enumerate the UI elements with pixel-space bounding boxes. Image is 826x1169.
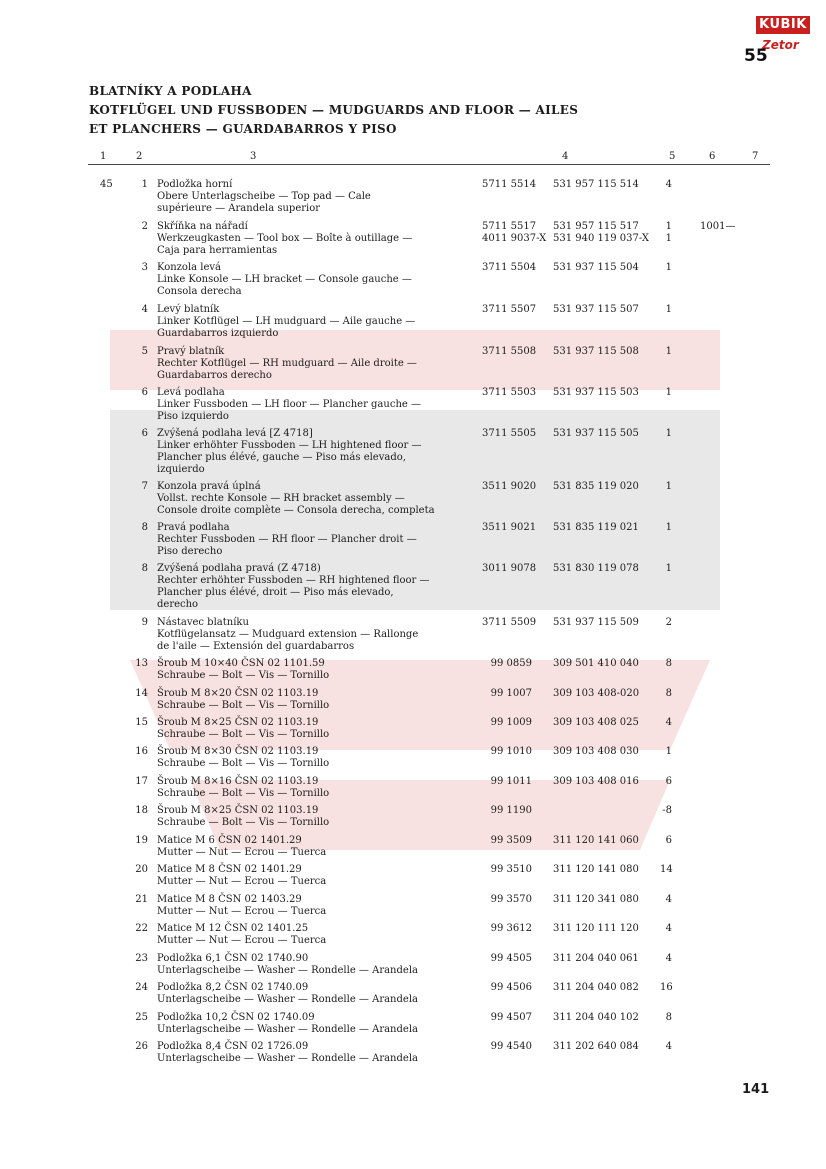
part-description: [157, 894, 326, 918]
part-description: [157, 481, 435, 517]
drawing-number: 99 4505: [490, 953, 532, 964]
quantity: 1: [665, 262, 672, 273]
part-number: 311 120 111 120: [553, 923, 639, 934]
drawing-number: 3711 5509: [482, 617, 537, 628]
description-line: Rechter Kotflügel — RH mudguard — Aile droite —: [157, 358, 417, 369]
quantity: 4: [665, 179, 672, 190]
part-number: 531 957 115 517 531 940 119 037-X: [553, 221, 650, 244]
description-line: Podložka 6,1 ČSN 02 1740.90: [157, 953, 309, 964]
column-header-6: 6: [709, 151, 716, 162]
part-description: [157, 428, 421, 476]
description-line: Mutter — Nut — Ecrou — Tuerca: [157, 847, 327, 858]
position-number: 23: [135, 953, 148, 964]
description-line: Unterlagscheibe — Washer — Rondelle — Arandela: [157, 965, 418, 976]
description-line: Linker Fussboden — LH floor — Plancher gauche —: [157, 399, 421, 410]
position-number: 22: [135, 923, 148, 934]
description-line: derecho: [157, 599, 199, 610]
part-number: 311 120 141 080: [553, 864, 639, 875]
description-line: Matice M 8 ČSN 02 1401.29: [157, 864, 302, 875]
drawing-number: 99 4506: [490, 982, 532, 993]
part-description: [157, 304, 415, 340]
description-line: Linker erhöhter Fussboden — LH hightened floor —: [157, 440, 422, 451]
description-line: Unterlagscheibe — Washer — Rondelle — Arandela: [157, 1053, 418, 1064]
quantity: 1: [665, 563, 672, 574]
part-number: 531 830 119 078: [553, 563, 639, 574]
drawing-number: 99 1011: [490, 776, 532, 787]
part-description: [157, 805, 329, 829]
description-line: Guardabarros izquierdo: [157, 328, 279, 339]
description-line: Matice M 8 ČSN 02 1403.29: [157, 894, 302, 905]
description-line: Podložka horní: [157, 179, 233, 190]
description-line: Obere Unterlagscheibe — Top pad — Cale: [157, 191, 371, 202]
position-number: 21: [135, 894, 148, 905]
quantity: 2: [665, 617, 672, 628]
column-header-2: 2: [136, 151, 143, 162]
drawing-number: 99 4507: [490, 1012, 532, 1023]
part-description: [157, 387, 421, 423]
quantity: 1: [665, 481, 672, 492]
drawing-number: 5711 5514: [482, 179, 537, 190]
logo-subwordmark: Zetor: [762, 38, 799, 52]
part-number: 531 937 115 503: [553, 387, 639, 398]
description-line: Consola derecha: [157, 286, 242, 297]
serial-note: 1001—: [700, 221, 736, 232]
drawing-number: 99 3612: [490, 923, 532, 934]
drawing-number: 99 1010: [490, 746, 532, 757]
part-description: [157, 688, 329, 712]
part-number: 531 937 115 508: [553, 346, 639, 357]
quantity: 16: [660, 982, 673, 993]
quantity: 4: [665, 923, 672, 934]
part-description: [157, 617, 418, 653]
description-line: Šroub M 8×20 ČSN 02 1103.19: [157, 688, 319, 699]
description-line: Guardabarros derecho: [157, 370, 272, 381]
part-number: 311 120 141 060: [553, 835, 639, 846]
column-header-1: 1: [100, 151, 107, 162]
description-line: Plancher plus élévé, droit — Piso más elevado,: [157, 587, 394, 598]
part-number: 311 204 040 102: [553, 1012, 639, 1023]
drawing-number: 3711 5507: [482, 304, 537, 315]
description-line: Schraube — Bolt — Vis — Tornillo: [157, 729, 330, 740]
description-line: Schraube — Bolt — Vis — Tornillo: [157, 758, 330, 769]
title-line-3: ET PLANCHERS — GUARDABARROS Y PISO: [89, 122, 397, 136]
part-description: [157, 1041, 418, 1065]
position-number: 18: [135, 805, 148, 816]
quantity: -8: [662, 805, 672, 816]
position-number: 4: [141, 304, 148, 315]
description-line: Nástavec blatníku: [157, 617, 249, 628]
drawing-number: 3711 5505: [482, 428, 537, 439]
description-line: Šroub M 10×40 ČSN 02 1101.59: [157, 658, 325, 669]
position-number: 19: [135, 835, 148, 846]
quantity: 1: [665, 746, 672, 757]
position-number: 6: [141, 428, 148, 439]
part-description: [157, 953, 418, 977]
part-number: 311 204 040 082: [553, 982, 639, 993]
position-number: 8: [141, 563, 148, 574]
quantity: 4: [665, 894, 672, 905]
description-line: Console droite complète — Consola derecha, completa: [157, 505, 435, 516]
part-number: 531 957 115 514: [553, 179, 639, 190]
part-description: [157, 864, 326, 888]
description-line: Mutter — Nut — Ecrou — Tuerca: [157, 906, 327, 917]
part-number: 309 103 408-020: [553, 688, 640, 699]
description-line: Matice M 6 ČSN 02 1401.29: [157, 835, 302, 846]
drawing-number: 3511 9020: [482, 481, 537, 492]
description-line: Unterlagscheibe — Washer — Rondelle — Arandela: [157, 994, 418, 1005]
description-line: izquierdo: [157, 464, 205, 475]
part-number: 311 204 040 061: [553, 953, 639, 964]
description-line: Konzola pravá úplná: [157, 481, 261, 492]
quantity: 4: [665, 1041, 672, 1052]
description-line: Vollst. rechte Konsole — RH bracket assembly —: [157, 493, 405, 504]
logo-wordmark: KUBIK: [756, 16, 810, 34]
part-number: 531 937 115 509: [553, 617, 639, 628]
drawing-number: 3011 9078: [482, 563, 537, 574]
part-number: 531 835 119 020: [553, 481, 639, 492]
drawing-number: 99 1190: [490, 805, 532, 816]
part-number: 309 103 408 016: [553, 776, 639, 787]
part-description: [157, 835, 326, 859]
description-line: Zvýšená podlaha pravá (Z 4718): [157, 563, 321, 574]
description-line: Podložka 8,2 ČSN 02 1740.09: [157, 982, 309, 993]
position-number: 13: [135, 658, 148, 669]
drawing-number: 3711 5503: [482, 387, 537, 398]
description-line: Linker Kotflügel — LH mudguard — Aile gauche —: [157, 316, 416, 327]
position-number: 24: [135, 982, 148, 993]
position-number: 26: [135, 1041, 148, 1052]
description-line: Schraube — Bolt — Vis — Tornillo: [157, 670, 330, 681]
position-number: 9: [141, 617, 148, 628]
section-number: 55: [744, 46, 768, 66]
description-line: Zvýšená podlaha levá [Z 4718]: [157, 428, 313, 439]
description-line: Šroub M 8×30 ČSN 02 1103.19: [157, 746, 319, 757]
position-number: 15: [135, 717, 148, 728]
quantity: 14: [660, 864, 673, 875]
part-description: [157, 262, 412, 298]
title-line-2: KOTFLÜGEL UND FUSSBODEN — MUDGUARDS AND FLOOR — AILES: [89, 103, 579, 117]
description-line: Levá podlaha: [157, 387, 225, 398]
page-number: 141: [742, 1082, 770, 1097]
part-description: [157, 923, 326, 947]
description-line: Šroub M 8×16 ČSN 02 1103.19: [157, 776, 319, 787]
position-number: 2: [141, 221, 148, 232]
quantity: 1 1: [665, 221, 672, 244]
description-line: Kotflügelansatz — Mudguard extension — Rallonge: [157, 629, 419, 640]
position-number: 16: [135, 746, 148, 757]
description-line: Podložka 10,2 ČSN 02 1740.09: [157, 1012, 315, 1023]
description-line: Matice M 12 ČSN 02 1401.25: [157, 923, 309, 934]
quantity: 1: [665, 304, 672, 315]
description-line: Mutter — Nut — Ecrou — Tuerca: [157, 876, 327, 887]
drawing-number: 99 3510: [490, 864, 532, 875]
description-line: Schraube — Bolt — Vis — Tornillo: [157, 817, 330, 828]
drawing-number: 99 3570: [490, 894, 532, 905]
quantity: 1: [665, 428, 672, 439]
part-number: 311 202 640 084: [553, 1041, 639, 1052]
part-description: [157, 982, 418, 1006]
quantity: 1: [665, 387, 672, 398]
drawing-number: 99 3509: [490, 835, 532, 846]
part-description: [157, 346, 417, 382]
position-number: 25: [135, 1012, 148, 1023]
description-line: Plancher plus élévé, gauche — Piso más elevado,: [157, 452, 406, 463]
description-line: Pravá podlaha: [157, 522, 230, 533]
description-line: Mutter — Nut — Ecrou — Tuerca: [157, 935, 327, 946]
description-line: Caja para herramientas: [157, 245, 278, 256]
part-description: [157, 522, 417, 558]
part-description: [157, 179, 371, 215]
description-line: Pravý blatník: [157, 346, 225, 357]
drawing-number: 3711 5508: [482, 346, 537, 357]
part-description: [157, 658, 329, 682]
drawing-number: 99 1009: [490, 717, 532, 728]
quantity: 8: [665, 688, 672, 699]
drawing-number: 99 4540: [490, 1041, 532, 1052]
part-description: [157, 717, 329, 741]
description-line: Unterlagscheibe — Washer — Rondelle — Arandela: [157, 1024, 418, 1035]
position-number: 5: [141, 346, 148, 357]
position-number: 3: [141, 262, 148, 273]
column-header-4: 4: [562, 151, 569, 162]
description-line: de l'aile — Extensión del guardabarros: [157, 641, 355, 652]
description-line: Podložka 8,4 ČSN 02 1726.09: [157, 1041, 309, 1052]
part-description: [157, 1012, 418, 1036]
quantity: 4: [665, 717, 672, 728]
drawing-number: 3711 5504: [482, 262, 537, 273]
description-line: Skříňka na nářadí: [157, 221, 248, 232]
description-line: Piso derecho: [157, 546, 223, 557]
position-number: 14: [135, 688, 148, 699]
part-number: 311 120 341 080: [553, 894, 639, 905]
quantity: 8: [665, 658, 672, 669]
part-number: 309 103 408 030: [553, 746, 639, 757]
description-line: Levý blatník: [157, 304, 220, 315]
part-number: 531 835 119 021: [553, 522, 639, 533]
drawing-number: 99 1007: [490, 688, 532, 699]
drawing-number: 3511 9021: [482, 522, 537, 533]
quantity: 8: [665, 1012, 672, 1023]
position-number: 20: [135, 864, 148, 875]
description-line: Werkzeugkasten — Tool box — Boîte à outillage —: [157, 233, 413, 244]
position-number: 8: [141, 522, 148, 533]
quantity: 6: [665, 835, 672, 846]
part-description: [157, 746, 329, 770]
group-number: 45: [100, 179, 113, 190]
part-number: 531 937 115 507: [553, 304, 639, 315]
description-line: Schraube — Bolt — Vis — Tornillo: [157, 788, 330, 799]
description-line: Linke Konsole — LH bracket — Console gauche —: [157, 274, 412, 285]
description-line: Šroub M 8×25 ČSN 02 1103.19: [157, 805, 319, 816]
description-line: Šroub M 8×25 ČSN 02 1103.19: [157, 717, 319, 728]
part-number: 309 501 410 040: [553, 658, 639, 669]
quantity: 1: [665, 346, 672, 357]
part-description: [157, 221, 412, 257]
column-header-7: 7: [752, 151, 759, 162]
title-line-1: BLATNÍKY A PODLAHA: [89, 84, 252, 98]
description-line: Rechter erhöhter Fussboden — RH hightened floor —: [157, 575, 430, 586]
description-line: Konzola levá: [157, 262, 222, 273]
drawing-number: 5711 5517 4011 9037-X: [482, 221, 547, 244]
part-description: [157, 563, 430, 611]
position-number: 7: [141, 481, 148, 492]
quantity: 6: [665, 776, 672, 787]
description-line: Schraube — Bolt — Vis — Tornillo: [157, 700, 330, 711]
part-number: 531 937 115 505: [553, 428, 639, 439]
drawing-number: 99 0859: [490, 658, 532, 669]
description-line: Piso izquierdo: [157, 411, 229, 422]
position-number: 17: [135, 776, 148, 787]
description-line: Rechter Fussboden — RH floor — Plancher droit —: [157, 534, 417, 545]
position-number: 1: [141, 179, 148, 190]
part-number: 531 937 115 504: [553, 262, 639, 273]
description-line: supérieure — Arandela superior: [157, 203, 321, 214]
quantity: 4: [665, 953, 672, 964]
column-header-3: 3: [250, 151, 257, 162]
part-number: 309 103 408 025: [553, 717, 639, 728]
part-description: [157, 776, 329, 800]
column-header-5: 5: [669, 151, 676, 162]
position-number: 6: [141, 387, 148, 398]
quantity: 1: [665, 522, 672, 533]
